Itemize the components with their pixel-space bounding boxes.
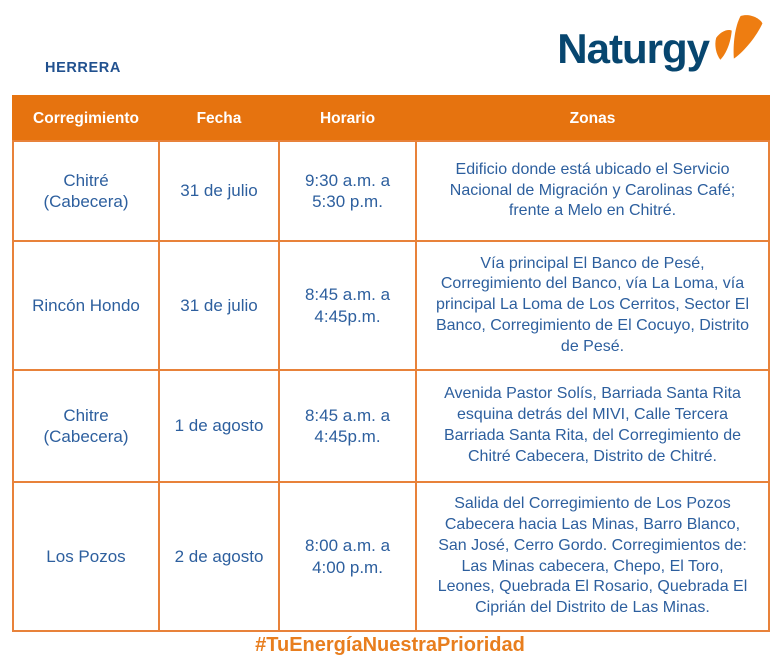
page-header xyxy=(0,0,780,95)
zonas-cell: Edificio donde está ubicado el Servicio Nacional de Migración y Carolinas Café; frente a Melo en Chitré. xyxy=(416,141,769,241)
fecha-cell: 31 de julio xyxy=(159,141,279,241)
campaign-hashtag: #TuEnergíaNuestraPrioridad xyxy=(255,634,525,656)
corregimiento-cell: Los Pozos xyxy=(13,482,159,631)
table-header-row xyxy=(13,96,769,141)
zonas-cell: Vía principal El Banco de Pesé, Corregimiento del Banco, vía La Loma, vía principal La Loma de Los Cerritos, Sector El Banco, Corregimiento de El Cocuyo, Distrito de Pesé. xyxy=(416,241,769,370)
fecha-cell: 31 de julio xyxy=(159,241,279,370)
butterfly-icon xyxy=(712,12,764,70)
zonas-cell: Salida del Corregimiento de Los Pozos Cabecera hacia Las Minas, Barro Blanco, San José, Cerro Gordo. Corregimientos de: Las Minas cabecera, Chepo, El Toro, Leones, Quebrada El Rosario, Quebrada El Ciprián del Distrito de Las Minas. xyxy=(416,482,769,631)
corregimiento-cell: Rincón Hondo xyxy=(13,241,159,370)
zonas-cell: Avenida Pastor Solís, Barriada Santa Rita esquina detrás del MIVI, Calle Tercera Barriada Santa Rita, del Corregimiento de Chitré Cabecera, Distrito de Chitré. xyxy=(416,370,769,482)
column-header-horario: Horario xyxy=(279,96,416,141)
corregimiento-cell: Chitré (Cabecera) xyxy=(13,141,159,241)
fecha-cell: 2 de agosto xyxy=(159,482,279,631)
horario-cell: 8:45 a.m. a 4:45p.m. xyxy=(279,241,416,370)
horario-cell: 8:45 a.m. a 4:45p.m. xyxy=(279,370,416,482)
table-row xyxy=(13,141,769,241)
column-header-fecha: Fecha xyxy=(159,96,279,141)
horario-cell: 8:00 a.m. a 4:00 p.m. xyxy=(279,482,416,631)
corregimiento-cell: Chitre (Cabecera) xyxy=(13,370,159,482)
table-row xyxy=(13,482,769,631)
column-header-zonas: Zonas xyxy=(416,96,769,141)
table-row xyxy=(13,370,769,482)
column-header-corregimiento: Corregimiento xyxy=(13,96,159,141)
naturgy-logo xyxy=(557,12,764,70)
region-title: HERRERA xyxy=(45,60,121,76)
naturgy-wordmark: Naturgy xyxy=(557,25,709,72)
fecha-cell: 1 de agosto xyxy=(159,370,279,482)
table-row xyxy=(13,241,769,370)
horario-cell: 9:30 a.m. a 5:30 p.m. xyxy=(279,141,416,241)
outage-schedule-table xyxy=(12,95,768,632)
